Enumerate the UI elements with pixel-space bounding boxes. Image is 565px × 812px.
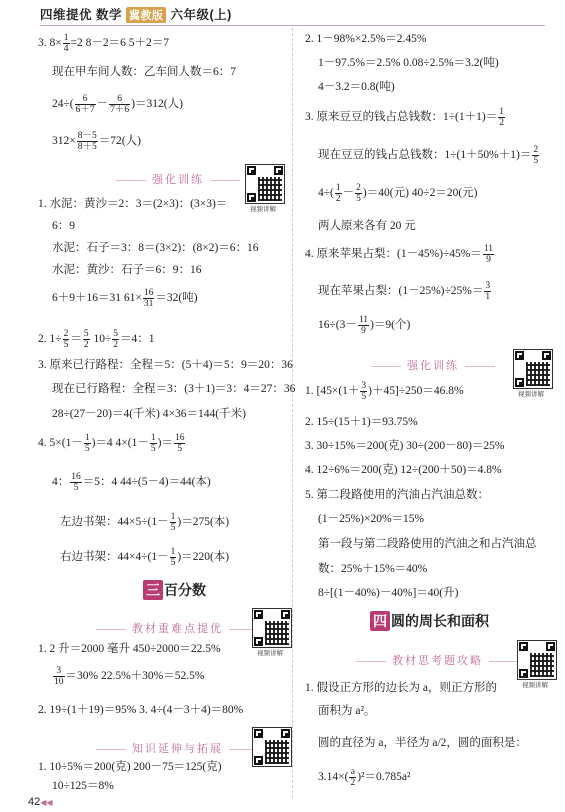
answer-line: 2. 15÷(15＋1)＝93.75% bbox=[305, 416, 418, 428]
answer-line: 圆的直径为 a，半径为 a/2，圆的面积是： bbox=[318, 737, 527, 749]
answer-line: 1. 水泥：黄沙＝2：3＝(2×3)：(3×3)＝ bbox=[38, 198, 228, 210]
qr-code-icon[interactable] bbox=[245, 164, 285, 204]
answer-line: 面积为 a²。 bbox=[318, 705, 376, 717]
header-rule bbox=[40, 25, 545, 26]
answer-line: $\frac{3}{10}$ ＝30% 22.5%＋30%＝52.5% bbox=[54, 666, 205, 687]
answer-line: 2. 19÷(1＋19)＝95% 3. 4÷(4－3＋4)＝80% bbox=[38, 704, 244, 716]
answer-line: 312× $\frac{8-5}{8+5}$ ＝72(人) bbox=[52, 131, 141, 152]
answer-line: 3. 原来已行路程：全程＝5：(5＋4)＝5：9＝20：36 bbox=[38, 359, 293, 371]
answer-line: 6＋9＋16＝31 61× $\frac{16}{31}$ ＝32(吨) bbox=[52, 288, 198, 309]
answer-line: 4. 5×(1－ $\frac{1}{5}$ )＝4 4×(1－ $\frac{1}{5}$ )＝ $\frac{16}{5}$ bbox=[38, 433, 185, 454]
qr-caption: 视频讲解 bbox=[250, 206, 276, 213]
qr-caption: 视频讲解 bbox=[518, 391, 544, 398]
section-title: 知识延伸与拓展 bbox=[90, 740, 265, 756]
qr-code-icon[interactable] bbox=[513, 349, 553, 389]
edition-badge: 冀教版 bbox=[126, 7, 167, 23]
answer-line: 1. 假设正方形的边长为 a，则正方形的 bbox=[305, 682, 497, 694]
answer-line: 3.14×( $\frac{a}{2}$ )²＝0.785a² bbox=[318, 767, 411, 788]
answer-line: 现在甲车间人数：乙车间人数＝6：7 bbox=[52, 66, 236, 78]
answer-line: 1. [45×(1＋ $\frac{3}{5}$ )＋45]÷250＝46.8% bbox=[305, 381, 464, 402]
answer-line: 现在豆豆的钱占总钱数：1÷(1＋50%＋1)＝ $\frac{2}{5}$ bbox=[318, 145, 539, 166]
chapter-heading: 三 百分数 bbox=[143, 580, 206, 600]
answer-line: 16÷(3－ $\frac{11}{9}$ )＝9(个) bbox=[318, 315, 411, 336]
answer-line: 左边书架：44×5÷(1－ $\frac{1}{5}$ )＝275(本) bbox=[60, 512, 230, 533]
answer-line: 3. 30÷15%＝200(克) 30÷(200－80)＝25% bbox=[305, 440, 505, 452]
answer-line: 8÷[(1－40%)－40%]＝40(升) bbox=[318, 587, 459, 599]
answer-line: 4. 原来苹果占梨：(1－45%)÷45%＝ $\frac{11}{9}$ bbox=[305, 244, 494, 265]
answer-line: 5. 第二段路使用的汽油占汽油总数： bbox=[305, 489, 489, 501]
answer-line: 10÷125＝8% bbox=[52, 780, 114, 792]
answer-line: 4. 12÷6%＝200(克) 12÷(200＋50)＝4.8% bbox=[305, 464, 502, 476]
answer-line: 28÷(27－20)＝4(千米) 4×36＝144(千米) bbox=[52, 408, 246, 420]
answer-line: 右边书架：44×4÷(1－ $\frac{1}{5}$ )＝220(本) bbox=[60, 547, 230, 568]
answer-line: 2. 1－98%×2.5%＝2.45% bbox=[305, 33, 427, 45]
answer-line: 3. 原来豆豆的钱占总钱数：1÷(1＋1)＝ $\frac{1}{2}$ bbox=[305, 107, 504, 128]
answer-line: 数：25%＋15%＝40% bbox=[318, 563, 428, 575]
header-title: 四维提优 数学 冀教版 六年级(上) bbox=[40, 8, 232, 22]
qr-caption: 视频讲解 bbox=[257, 650, 283, 657]
column-divider bbox=[292, 28, 294, 798]
answer-line: 两人原来各有 20 元 bbox=[318, 220, 416, 232]
answer-line: (1－25%)×20%＝15% bbox=[318, 513, 425, 525]
answer-line: 现在苹果占梨：(1－25%)÷25%＝ $\frac{3}{1}$ bbox=[318, 281, 491, 302]
qr-code-icon[interactable] bbox=[252, 608, 292, 648]
answer-line: 3. 8× $\frac{1}{4}$ =2 8－2＝6 5＋2＝7 bbox=[38, 33, 169, 54]
chapter-heading: 四 圆的周长和面积 bbox=[370, 611, 489, 631]
answer-line: 第一段与第二段路使用的汽油之和占汽油总 bbox=[318, 538, 537, 550]
section-title: 教材重难点提优 bbox=[90, 620, 265, 636]
qr-code-icon[interactable] bbox=[252, 727, 292, 767]
answer-line: 4： $\frac{16}{5}$ ＝5：4 44÷(5－4)＝44(本) bbox=[52, 472, 211, 493]
answer-line: 4－3.2＝0.8(吨) bbox=[318, 81, 395, 93]
page-number: 42◀◀ bbox=[28, 796, 53, 808]
section-title: 教材思考题攻略 bbox=[350, 652, 525, 668]
section-title: 强化训练 bbox=[365, 357, 501, 373]
answer-line: 4÷( $\frac{1}{2}$ － $\frac{2}{5}$ )＝40(元) 40÷2＝20(元) bbox=[318, 183, 478, 204]
answer-line: 6：9 bbox=[52, 220, 75, 232]
answer-line: 1－97.5%＝2.5% 0.08÷2.5%＝3.2(吨) bbox=[318, 57, 499, 69]
answer-line: 现在已行路程：全程＝3：(3＋1)＝3：4＝27：36 bbox=[52, 383, 296, 395]
qr-caption: 视频讲解 bbox=[522, 682, 548, 689]
answer-line: 1. 2 升＝2000 毫升 450÷2000＝22.5% bbox=[38, 643, 221, 655]
answer-line: 1. 10÷5%＝200(克) 200－75＝125(克) bbox=[38, 761, 222, 773]
page-header bbox=[40, 3, 545, 25]
qr-code-icon[interactable] bbox=[517, 640, 557, 680]
answer-line: 水泥：黄沙：石子＝6：9：16 bbox=[52, 264, 202, 276]
answer-line: 24÷( $\frac{6}{6+7}$ － $\frac{6}{7+6}$ )＝312(人) bbox=[52, 94, 183, 115]
answer-line: 2. 1÷ $\frac{2}{5}$ ＝ $\frac{5}{2}$ 10÷ $\frac{5}{2}$ ＝4：1 bbox=[38, 329, 155, 350]
answer-line: 水泥：石子＝3：8＝(3×2)：(8×2)＝6：16 bbox=[52, 242, 259, 254]
section-title: 强化训练 bbox=[110, 171, 246, 187]
